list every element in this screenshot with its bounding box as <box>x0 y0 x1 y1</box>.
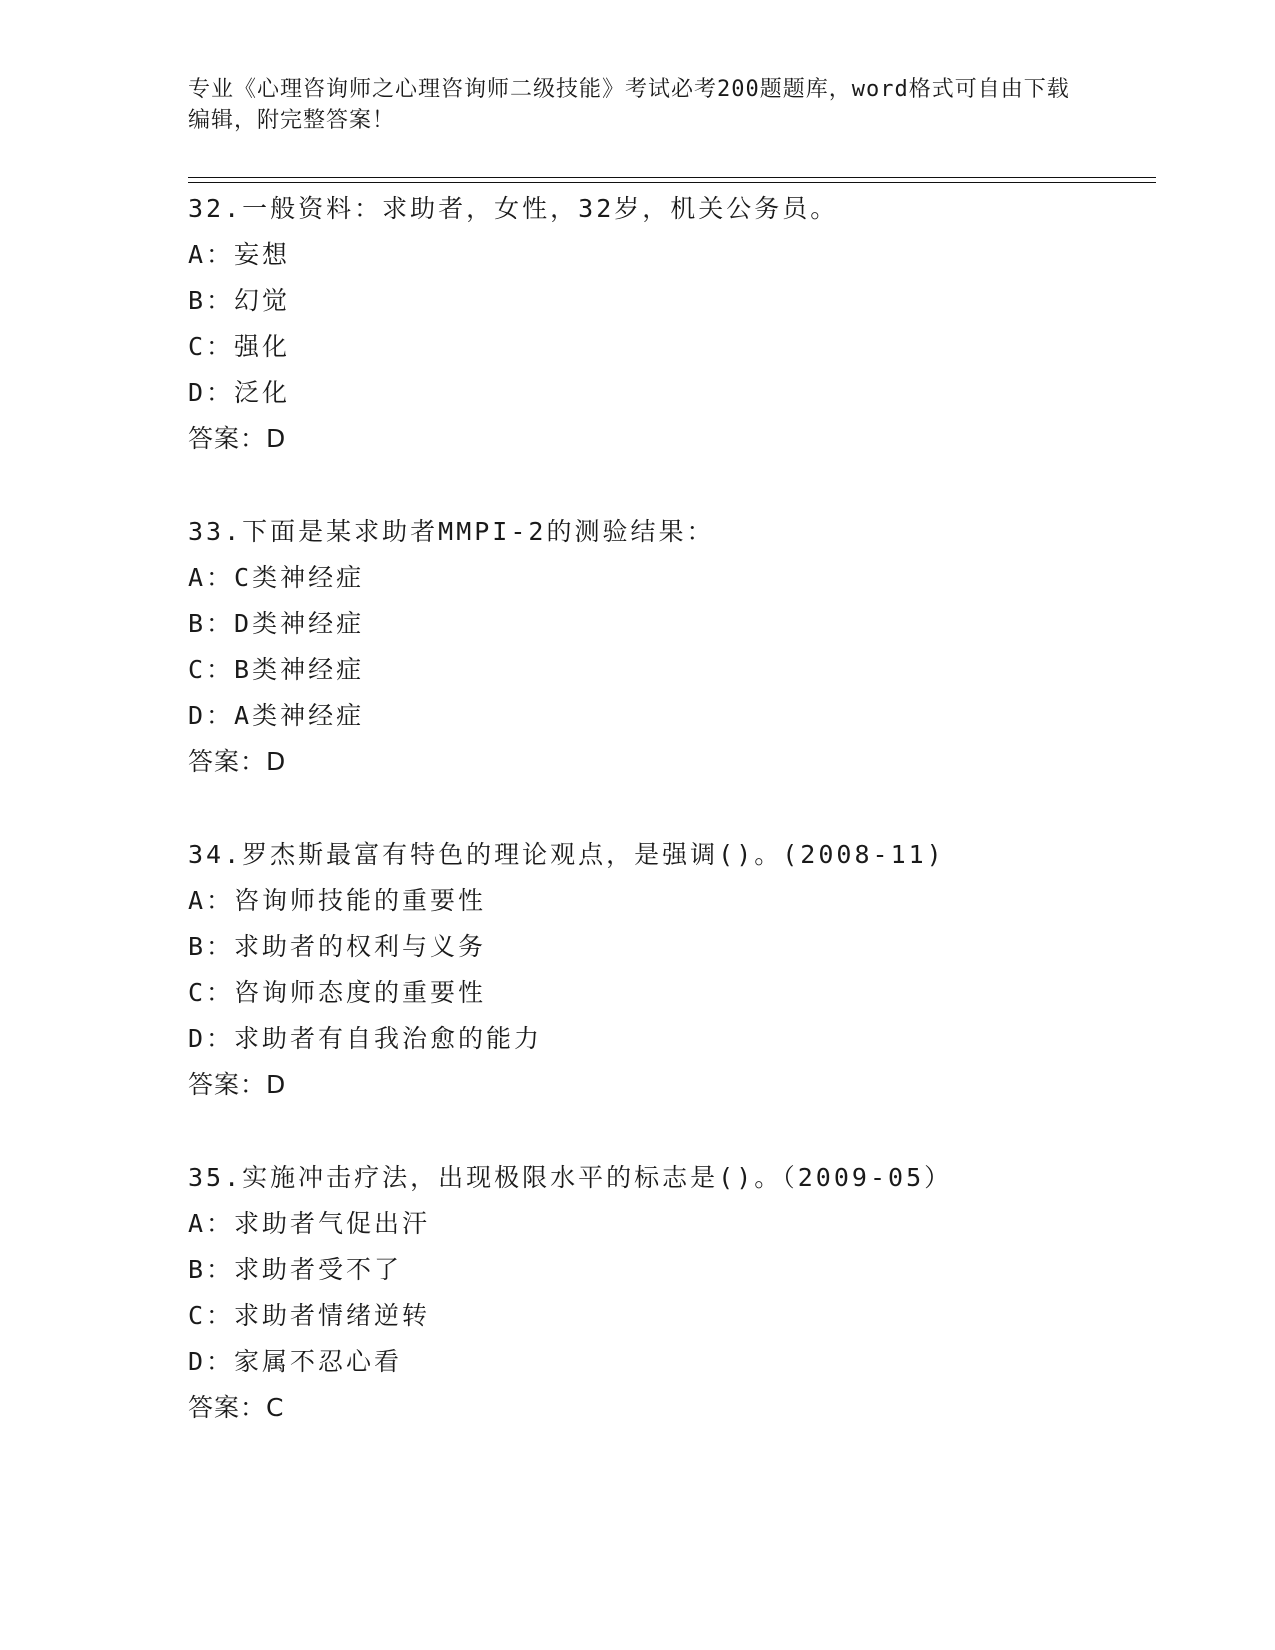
option-c: C：咨询师态度的重要性 <box>188 978 487 1007</box>
question-33 <box>188 509 1156 785</box>
option-a: A：求助者气促出汗 <box>188 1209 431 1238</box>
option-a: A：C类神经症 <box>188 563 365 592</box>
question-stem: 32.一般资料：求助者，女性，32岁，机关公务员。 <box>188 194 839 223</box>
question-stem: 35.实施冲击疗法，出现极限水平的标志是()。（2009-05） <box>188 1163 953 1192</box>
option-b: B：求助者受不了 <box>188 1255 403 1284</box>
question-35 <box>188 1155 1156 1431</box>
answer-line: 答案：C <box>188 1393 285 1422</box>
option-c: C：B类神经症 <box>188 655 365 684</box>
option-c: C：强化 <box>188 332 291 361</box>
option-a: A：妄想 <box>188 240 291 269</box>
option-d: D：泛化 <box>188 378 291 407</box>
question-stem: 33.下面是某求助者MMPI-2的测验结果： <box>188 517 715 546</box>
question-list <box>188 186 1156 1478</box>
option-b: B：D类神经症 <box>188 609 365 638</box>
option-d: D：求助者有自我治愈的能力 <box>188 1024 543 1053</box>
question-34 <box>188 832 1156 1108</box>
question-stem: 34.罗杰斯最富有特色的理论观点，是强调()。(2008-11) <box>188 840 945 869</box>
option-c: C：求助者情绪逆转 <box>188 1301 431 1330</box>
option-b: B：幻觉 <box>188 286 291 315</box>
answer-line: 答案：D <box>188 424 287 453</box>
header-divider-bottom <box>188 182 1156 183</box>
option-d: D：A类神经症 <box>188 701 365 730</box>
question-32 <box>188 186 1156 462</box>
answer-line: 答案：D <box>188 1070 287 1099</box>
option-a: A：咨询师技能的重要性 <box>188 886 487 915</box>
option-b: B：求助者的权利与义务 <box>188 932 487 961</box>
answer-line: 答案：D <box>188 747 287 776</box>
option-d: D：家属不忍心看 <box>188 1347 403 1376</box>
document-intro: 专业《心理咨询师之心理咨询师二级技能》考试必考200题题库，word格式可自由下载编辑，附完整答案！ <box>188 77 1070 133</box>
header-divider-top <box>188 177 1156 178</box>
